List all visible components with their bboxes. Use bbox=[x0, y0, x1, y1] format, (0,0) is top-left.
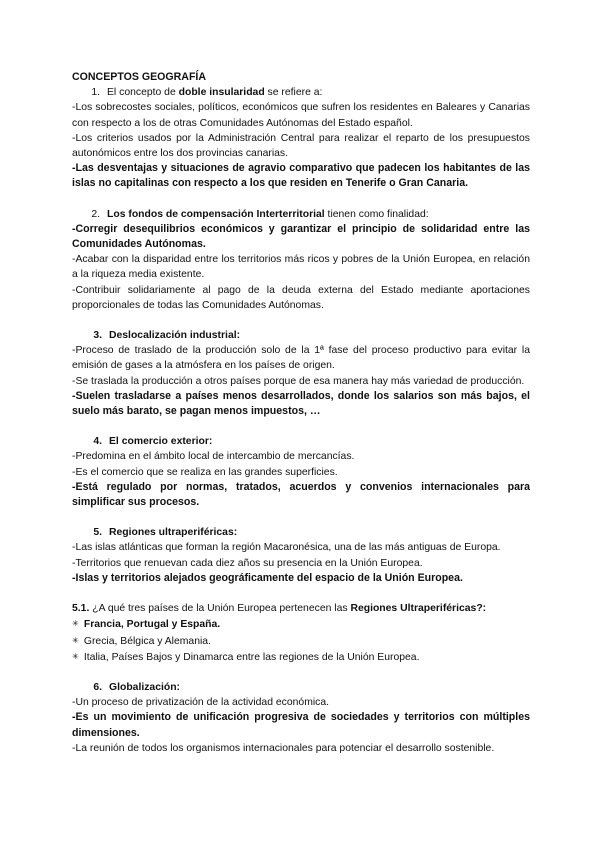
question-term: Regiones ultraperiféricas: bbox=[109, 527, 238, 539]
question-number: 3. bbox=[93, 330, 102, 342]
bullet-star-icon: ✳ bbox=[72, 619, 79, 629]
answer-option-correct: -Suelen trasladarse a países menos desarrollados, donde los salarios son más bajos, el suelo más barato, se pagan menos impuestos, … bbox=[72, 389, 530, 418]
question-term: doble insularidad bbox=[178, 87, 265, 99]
answer-option: -Los criterios usados por la Administración Central para realizar el reparto de los presupuestos autonómicos entre los dos provincias canarias. bbox=[72, 132, 530, 160]
answer-option: -Predomina en el ámbito local de intercambio de mercancías. bbox=[72, 451, 355, 463]
question-suffix: se refiere a: bbox=[264, 87, 323, 99]
question-6 bbox=[72, 680, 530, 695]
answer-option: -Las islas atlánticas que forman la región Macaronésica, una de las más antiguas de Europa. bbox=[72, 542, 501, 554]
question-prefix: ¿A qué tres países de la Unión Europea pertenecen las bbox=[89, 603, 351, 615]
option-text: Italia, Países Bajos y Dinamarca entre las regiones de la Unión Europea. bbox=[83, 651, 420, 663]
question-term: Regiones Ultraperiféricas?: bbox=[350, 603, 487, 615]
answer-option: -Un proceso de privatización de la actividad económica. bbox=[72, 697, 330, 709]
question-2 bbox=[72, 207, 530, 222]
answer-option: -Contribuir solidariamente al pago de la deuda externa del Estado mediante aportaciones proporcionales de todas las Comunidades Autónomas. bbox=[72, 284, 530, 311]
question-term: Globalización: bbox=[109, 681, 181, 693]
question-3 bbox=[72, 328, 530, 343]
answer-option-correct: -Las desventajas y situaciones de agravio comparativo que padecen los habitantes de las islas no capitalinas con respecto a los que residen en Tenerife o Gran Canaria. bbox=[72, 162, 530, 190]
question-prefix: El concepto de bbox=[107, 87, 179, 99]
option-item bbox=[72, 616, 530, 632]
answer-option-correct: -Es un movimiento de unificación progresiva de sociedades y territorios con múltiples dimensiones. bbox=[72, 711, 530, 739]
bullet-star-icon: ✳ bbox=[72, 651, 79, 661]
answer-option: -Acabar con la disparidad entre los territorios más ricos y pobres de la Unión Europea, en relación a la riqueza media existente. bbox=[72, 254, 530, 281]
question-5 bbox=[72, 525, 530, 540]
question-4 bbox=[72, 434, 530, 449]
answer-option-correct: -Está regulado por normas, tratados, acuerdos y convenios internacionales para simplificar sus procesos. bbox=[72, 480, 530, 509]
question-number: 2. bbox=[91, 208, 100, 220]
question-1 bbox=[72, 85, 530, 100]
answer-option: -Territorios que renuevan cada diez años su presencia en la Unión Europea. bbox=[72, 557, 423, 569]
answer-option-correct: -Islas y territorios alejados geográficamente del espacio de la Unión Europea. bbox=[72, 571, 463, 584]
answer-option: -Los sobrecostes sociales, políticos, económicos que sufren los residentes en Baleares y Canarias con respecto a los de otras Comunidades Autónomas del Estado español. bbox=[72, 102, 530, 129]
answer-option: -Es el comercio que se realiza en las grandes superficies. bbox=[72, 466, 338, 478]
option-text-correct: Francia, Portugal y España. bbox=[83, 619, 221, 631]
document-title: CONCEPTOS GEOGRAFÍA bbox=[72, 71, 207, 83]
question-term: Deslocalización industrial: bbox=[109, 330, 241, 342]
question-number: 1. bbox=[91, 87, 100, 99]
answer-option: -Proceso de traslado de la producción solo de la 1ª fase del proceso productivo para evitar la emisión de gases a la atmósfera en los países de origen. bbox=[72, 345, 530, 372]
question-term: El comercio exterior: bbox=[109, 436, 213, 448]
question-number: 5. bbox=[93, 527, 102, 539]
question-term: Los fondos de compensación Interterritorial bbox=[107, 208, 325, 220]
option-item bbox=[72, 633, 530, 649]
option-text: Grecia, Bélgica y Alemania. bbox=[83, 635, 211, 647]
question-number: 4. bbox=[93, 436, 102, 448]
question-number: 5.1. bbox=[72, 603, 90, 615]
answer-option: -La reunión de todos los organismos internacionales para potenciar el desarrollo sostenible. bbox=[72, 742, 495, 754]
question-5-1 bbox=[72, 601, 530, 616]
question-suffix: tienen como finalidad: bbox=[324, 208, 429, 220]
document-page bbox=[72, 70, 530, 756]
answer-option-correct: -Corregir desequilibrios económicos y garantizar el principio de solidaridad entre las Comunidades Autónomas. bbox=[72, 222, 530, 251]
bullet-star-icon: ✳ bbox=[72, 635, 79, 645]
answer-option: -Se traslada la producción a otros países porque de esa manera hay más variedad de producción. bbox=[72, 375, 525, 387]
option-item bbox=[72, 649, 530, 665]
question-number: 6. bbox=[93, 681, 102, 693]
